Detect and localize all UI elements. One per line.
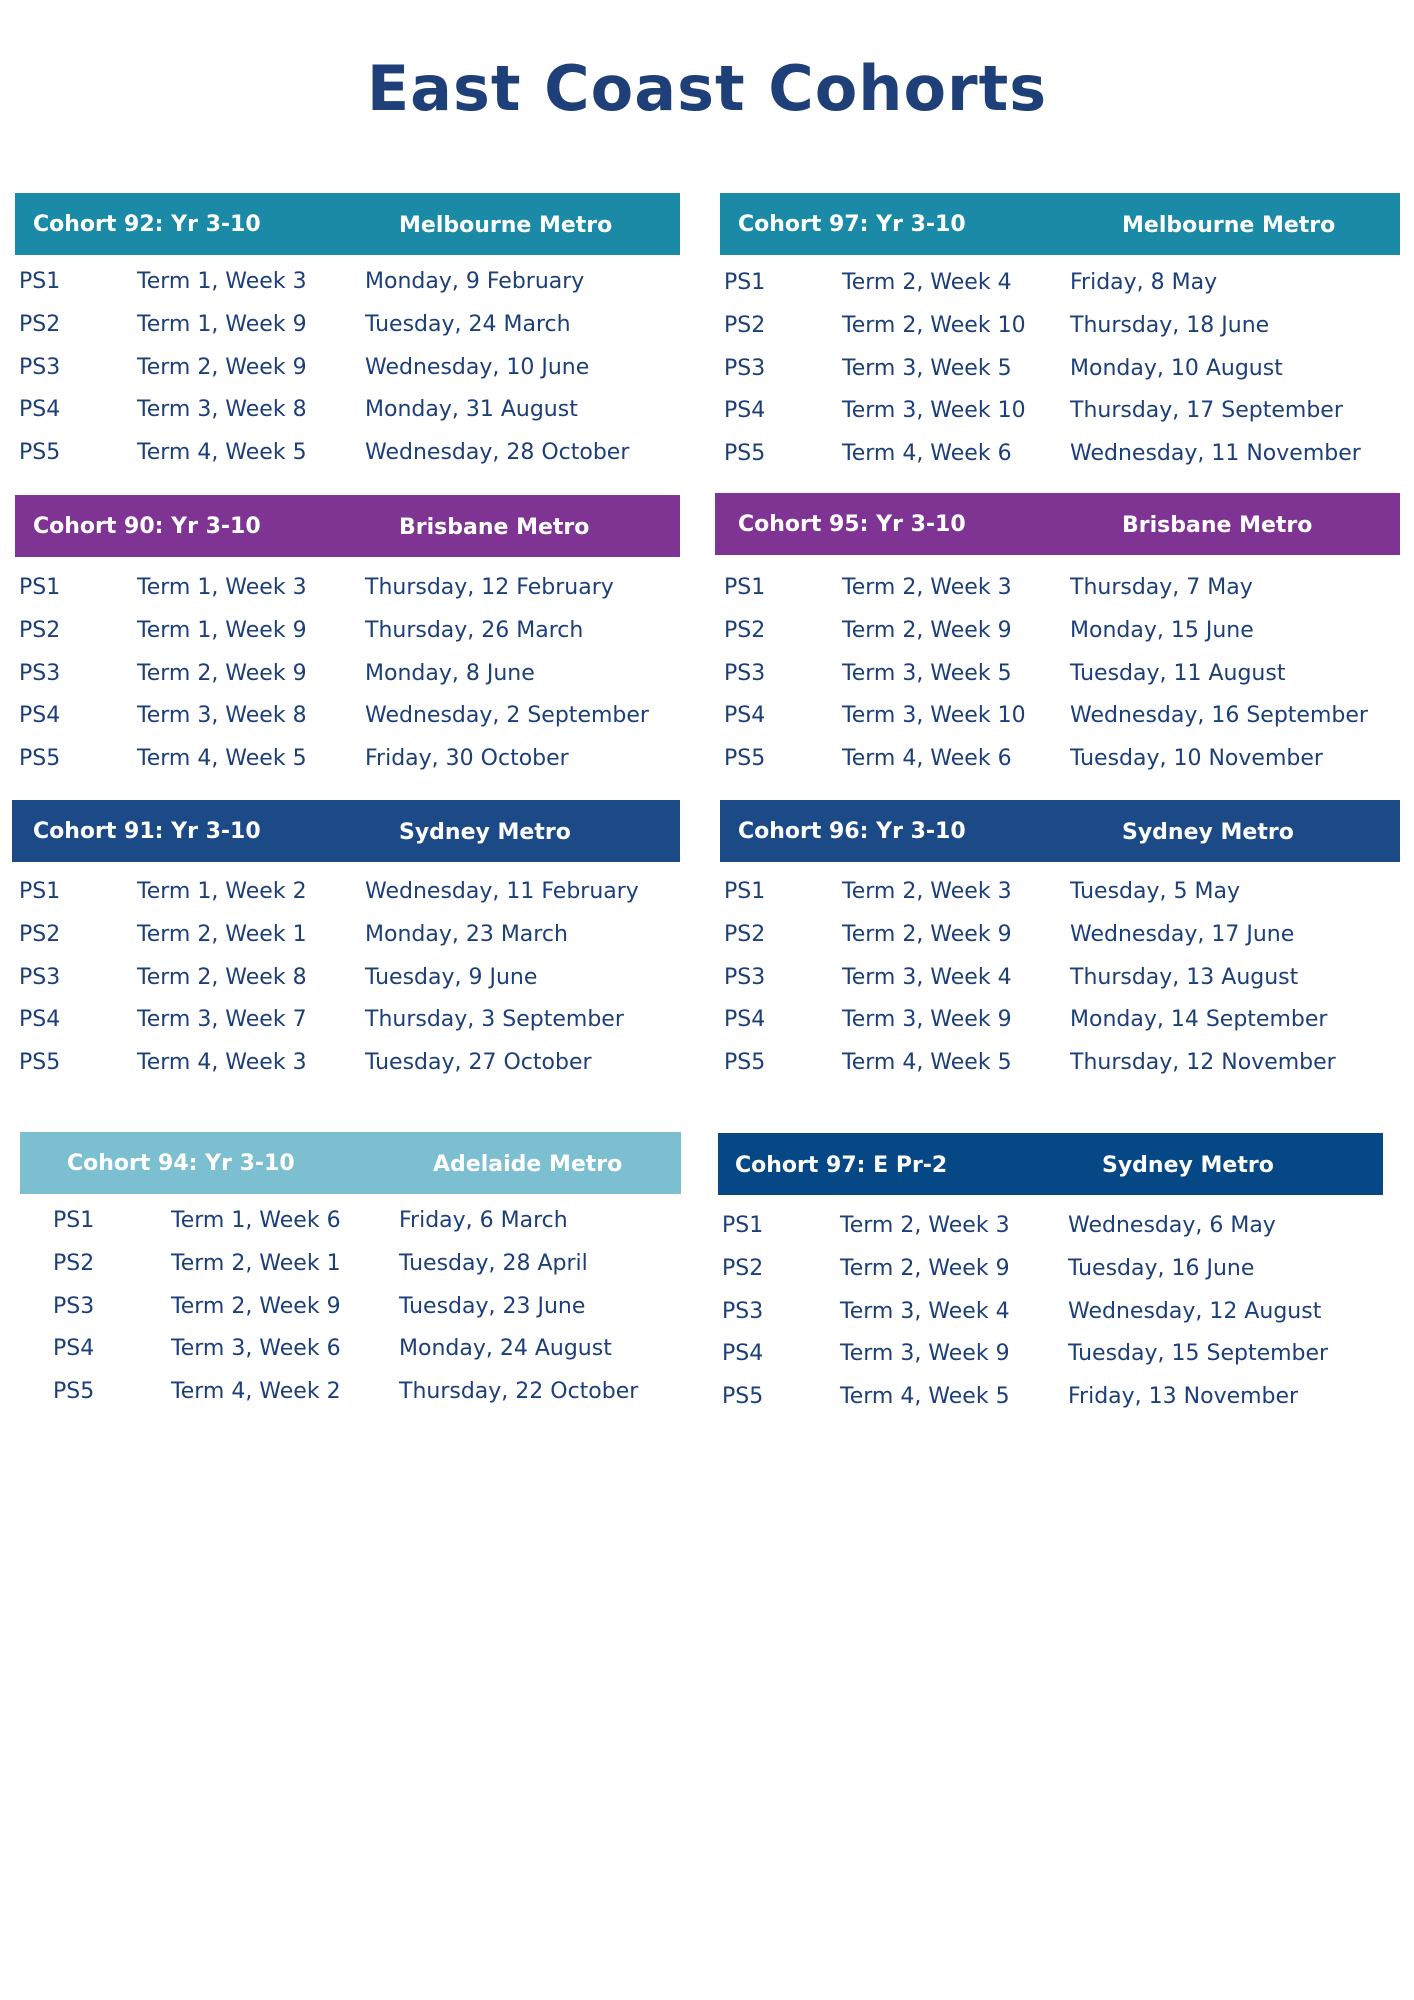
session-term: Term 2, Week 1 bbox=[137, 921, 307, 947]
session-ps: PS2 bbox=[53, 1250, 95, 1276]
session-date: Tuesday, 24 March bbox=[365, 311, 571, 337]
session-row bbox=[720, 1040, 1400, 1083]
session-ps: PS5 bbox=[19, 440, 61, 466]
cohort-region: Brisbane Metro bbox=[399, 515, 590, 540]
session-row bbox=[15, 736, 680, 779]
session-row bbox=[15, 955, 680, 998]
session-ps: PS1 bbox=[724, 879, 766, 904]
cohort-header bbox=[715, 493, 1400, 555]
session-term: Term 4, Week 5 bbox=[840, 1384, 1010, 1410]
session-ps: PS5 bbox=[724, 746, 766, 772]
session-term: Term 2, Week 9 bbox=[171, 1293, 341, 1319]
session-date: Friday, 13 November bbox=[1068, 1384, 1299, 1410]
session-date: Monday, 9 February bbox=[365, 269, 585, 294]
session-date: Monday, 14 September bbox=[1070, 1007, 1328, 1033]
session-date: Thursday, 12 February bbox=[365, 575, 614, 600]
session-ps: PS2 bbox=[724, 312, 766, 338]
session-ps: PS1 bbox=[53, 1208, 95, 1233]
session-ps: PS5 bbox=[724, 1050, 766, 1076]
session-term: Term 4, Week 6 bbox=[842, 441, 1012, 467]
session-date: Friday, 6 March bbox=[399, 1208, 568, 1233]
session-date: Monday, 24 August bbox=[399, 1336, 612, 1362]
session-term: Term 3, Week 8 bbox=[137, 703, 307, 729]
session-date: Monday, 31 August bbox=[365, 397, 578, 423]
session-date: Monday, 10 August bbox=[1070, 355, 1283, 381]
session-row bbox=[15, 693, 680, 736]
session-row bbox=[15, 1040, 680, 1083]
session-row bbox=[718, 1246, 1383, 1289]
session-ps: PS2 bbox=[19, 617, 61, 643]
session-date: Tuesday, 23 June bbox=[399, 1293, 586, 1319]
session-date: Wednesday, 17 June bbox=[1070, 921, 1295, 947]
cohort-card bbox=[715, 493, 1400, 779]
session-ps: PS1 bbox=[722, 1213, 764, 1238]
session-ps: PS2 bbox=[19, 921, 61, 947]
session-row bbox=[720, 693, 1400, 736]
session-ps: PS5 bbox=[19, 1050, 61, 1076]
session-ps: PS4 bbox=[722, 1341, 764, 1367]
cohort-card bbox=[720, 193, 1400, 474]
session-ps: PS4 bbox=[53, 1336, 95, 1362]
session-ps: PS3 bbox=[19, 354, 61, 380]
session-date: Tuesday, 11 August bbox=[1070, 660, 1286, 686]
session-term: Term 4, Week 5 bbox=[137, 746, 307, 772]
session-term: Term 4, Week 5 bbox=[842, 1050, 1012, 1076]
session-ps: PS1 bbox=[724, 575, 766, 600]
session-term: Term 2, Week 10 bbox=[842, 312, 1026, 338]
session-term: Term 2, Week 3 bbox=[840, 1213, 1010, 1238]
session-date: Thursday, 17 September bbox=[1070, 398, 1343, 424]
session-list bbox=[720, 260, 1400, 474]
session-term: Term 1, Week 3 bbox=[137, 269, 307, 294]
session-row bbox=[720, 997, 1400, 1040]
session-list bbox=[718, 1203, 1383, 1417]
session-list bbox=[49, 1198, 681, 1412]
session-date: Wednesday, 2 September bbox=[365, 703, 649, 729]
session-date: Monday, 15 June bbox=[1070, 617, 1254, 643]
session-term: Term 4, Week 6 bbox=[842, 746, 1012, 772]
cohort-name: Cohort 95: Yr 3-10 bbox=[738, 512, 966, 537]
session-row bbox=[15, 302, 680, 345]
cohort-header bbox=[718, 1133, 1383, 1195]
session-date: Wednesday, 6 May bbox=[1068, 1213, 1276, 1238]
session-term: Term 3, Week 4 bbox=[842, 964, 1012, 990]
session-date: Tuesday, 28 April bbox=[399, 1250, 588, 1276]
session-term: Term 2, Week 9 bbox=[137, 354, 307, 380]
session-ps: PS4 bbox=[724, 398, 766, 424]
cohort-header bbox=[15, 193, 680, 255]
session-row bbox=[720, 736, 1400, 779]
session-date: Wednesday, 11 November bbox=[1070, 441, 1361, 467]
cohort-card bbox=[15, 495, 680, 779]
cohort-card bbox=[720, 800, 1400, 1083]
session-term: Term 2, Week 3 bbox=[842, 575, 1012, 600]
cohort-region: Brisbane Metro bbox=[1122, 513, 1313, 538]
session-ps: PS4 bbox=[724, 703, 766, 729]
session-ps: PS4 bbox=[19, 703, 61, 729]
session-date: Monday, 23 March bbox=[365, 921, 568, 947]
session-row bbox=[718, 1374, 1383, 1417]
session-date: Thursday, 13 August bbox=[1070, 964, 1299, 990]
session-row bbox=[718, 1289, 1383, 1332]
session-term: Term 2, Week 9 bbox=[137, 660, 307, 686]
session-term: Term 3, Week 10 bbox=[842, 398, 1026, 424]
session-row bbox=[15, 259, 680, 302]
cohort-region: Sydney Metro bbox=[1102, 1153, 1274, 1178]
session-term: Term 3, Week 9 bbox=[842, 1007, 1012, 1033]
cohort-card bbox=[12, 800, 680, 1083]
session-row bbox=[15, 430, 680, 473]
session-ps: PS2 bbox=[724, 921, 766, 947]
session-row bbox=[15, 651, 680, 694]
cohort-name: Cohort 97: E Pr-2 bbox=[735, 1153, 948, 1178]
session-ps: PS1 bbox=[19, 269, 61, 294]
session-row bbox=[718, 1203, 1383, 1246]
cohort-region: Sydney Metro bbox=[1122, 820, 1294, 845]
session-ps: PS1 bbox=[19, 879, 61, 904]
session-term: Term 2, Week 4 bbox=[842, 270, 1012, 295]
session-ps: PS3 bbox=[724, 964, 766, 990]
cohort-region: Sydney Metro bbox=[399, 820, 571, 845]
session-row bbox=[15, 387, 680, 430]
session-ps: PS1 bbox=[724, 270, 766, 295]
cohort-name: Cohort 94: Yr 3-10 bbox=[67, 1151, 295, 1176]
cohort-card bbox=[718, 1133, 1383, 1417]
session-row bbox=[720, 565, 1400, 608]
session-ps: PS3 bbox=[53, 1293, 95, 1319]
session-term: Term 3, Week 9 bbox=[840, 1341, 1010, 1367]
cohort-card bbox=[15, 193, 680, 473]
session-ps: PS1 bbox=[19, 575, 61, 600]
session-term: Term 3, Week 7 bbox=[137, 1007, 307, 1033]
cohort-name: Cohort 90: Yr 3-10 bbox=[33, 514, 261, 539]
session-term: Term 1, Week 9 bbox=[137, 617, 307, 643]
session-term: Term 2, Week 9 bbox=[842, 921, 1012, 947]
session-ps: PS3 bbox=[724, 355, 766, 381]
session-date: Wednesday, 16 September bbox=[1070, 703, 1368, 729]
cohort-header bbox=[15, 495, 680, 557]
session-row bbox=[718, 1331, 1383, 1374]
session-date: Wednesday, 11 February bbox=[365, 879, 639, 904]
session-term: Term 1, Week 2 bbox=[137, 879, 307, 904]
session-date: Tuesday, 10 November bbox=[1070, 746, 1323, 772]
session-term: Term 2, Week 3 bbox=[842, 879, 1012, 904]
session-ps: PS3 bbox=[724, 660, 766, 686]
session-row bbox=[720, 869, 1400, 912]
session-term: Term 1, Week 3 bbox=[137, 575, 307, 600]
session-ps: PS4 bbox=[19, 397, 61, 423]
session-term: Term 4, Week 2 bbox=[171, 1379, 341, 1405]
cohort-header bbox=[720, 800, 1400, 862]
session-date: Thursday, 26 March bbox=[365, 617, 584, 643]
session-ps: PS5 bbox=[724, 441, 766, 467]
session-row bbox=[720, 651, 1400, 694]
session-date: Wednesday, 10 June bbox=[365, 354, 590, 380]
session-list bbox=[720, 869, 1400, 1083]
session-term: Term 1, Week 6 bbox=[171, 1208, 341, 1233]
session-term: Term 3, Week 4 bbox=[840, 1298, 1010, 1324]
session-row bbox=[720, 303, 1400, 346]
session-row bbox=[720, 260, 1400, 303]
session-date: Friday, 30 October bbox=[365, 746, 569, 772]
session-ps: PS2 bbox=[722, 1255, 764, 1281]
cohort-card bbox=[20, 1132, 681, 1412]
session-row bbox=[49, 1326, 681, 1369]
session-term: Term 3, Week 8 bbox=[137, 397, 307, 423]
session-ps: PS4 bbox=[19, 1007, 61, 1033]
cohort-region: Adelaide Metro bbox=[433, 1152, 623, 1177]
page-title: East Coast Cohorts bbox=[366, 52, 1048, 125]
session-term: Term 3, Week 10 bbox=[842, 703, 1026, 729]
session-row bbox=[15, 608, 680, 651]
session-list bbox=[15, 259, 680, 473]
session-term: Term 4, Week 3 bbox=[137, 1050, 307, 1076]
session-date: Thursday, 12 November bbox=[1070, 1050, 1336, 1076]
session-row bbox=[720, 912, 1400, 955]
session-date: Friday, 8 May bbox=[1070, 270, 1218, 295]
session-date: Thursday, 18 June bbox=[1070, 312, 1270, 338]
session-date: Tuesday, 9 June bbox=[365, 964, 538, 990]
session-list bbox=[720, 565, 1400, 779]
session-ps: PS5 bbox=[722, 1384, 764, 1410]
session-row bbox=[720, 955, 1400, 998]
cohort-header bbox=[720, 193, 1400, 255]
session-ps: PS5 bbox=[19, 746, 61, 772]
cohort-name: Cohort 97: Yr 3-10 bbox=[738, 212, 966, 237]
session-date: Thursday, 22 October bbox=[399, 1379, 639, 1405]
session-row bbox=[49, 1284, 681, 1327]
session-row bbox=[49, 1241, 681, 1284]
session-ps: PS3 bbox=[19, 660, 61, 686]
session-list bbox=[15, 565, 680, 779]
session-term: Term 1, Week 9 bbox=[137, 311, 307, 337]
session-row bbox=[720, 388, 1400, 431]
cohort-name: Cohort 96: Yr 3-10 bbox=[738, 819, 966, 844]
session-term: Term 2, Week 1 bbox=[171, 1250, 341, 1276]
session-ps: PS3 bbox=[722, 1298, 764, 1324]
session-row bbox=[720, 608, 1400, 651]
session-row bbox=[49, 1198, 681, 1241]
session-date: Wednesday, 12 August bbox=[1068, 1298, 1322, 1324]
session-row bbox=[720, 431, 1400, 474]
session-ps: PS4 bbox=[724, 1007, 766, 1033]
session-date: Tuesday, 5 May bbox=[1070, 879, 1240, 904]
session-row bbox=[15, 565, 680, 608]
session-term: Term 2, Week 9 bbox=[840, 1255, 1010, 1281]
session-ps: PS5 bbox=[53, 1379, 95, 1405]
session-date: Monday, 8 June bbox=[365, 660, 535, 686]
session-row bbox=[15, 997, 680, 1040]
session-ps: PS3 bbox=[19, 964, 61, 990]
session-date: Wednesday, 28 October bbox=[365, 440, 630, 466]
session-date: Thursday, 7 May bbox=[1070, 575, 1253, 600]
session-date: Thursday, 3 September bbox=[365, 1007, 624, 1033]
session-date: Tuesday, 27 October bbox=[365, 1050, 592, 1076]
session-row bbox=[15, 912, 680, 955]
session-ps: PS2 bbox=[724, 617, 766, 643]
cohort-header bbox=[20, 1132, 681, 1194]
cohort-region: Melbourne Metro bbox=[1122, 213, 1336, 238]
session-date: Tuesday, 16 June bbox=[1068, 1255, 1255, 1281]
session-term: Term 2, Week 8 bbox=[137, 964, 307, 990]
cohort-name: Cohort 92: Yr 3-10 bbox=[33, 212, 261, 237]
cohort-header bbox=[12, 800, 680, 862]
session-term: Term 3, Week 6 bbox=[171, 1336, 341, 1362]
session-term: Term 3, Week 5 bbox=[842, 355, 1012, 381]
session-row bbox=[49, 1369, 681, 1412]
session-term: Term 2, Week 9 bbox=[842, 617, 1012, 643]
session-list bbox=[15, 869, 680, 1083]
session-row bbox=[15, 345, 680, 388]
session-term: Term 3, Week 5 bbox=[842, 660, 1012, 686]
cohort-name: Cohort 91: Yr 3-10 bbox=[33, 819, 261, 844]
session-row bbox=[15, 869, 680, 912]
session-term: Term 4, Week 5 bbox=[137, 440, 307, 466]
session-row bbox=[720, 346, 1400, 389]
cohort-region: Melbourne Metro bbox=[399, 213, 613, 238]
session-ps: PS2 bbox=[19, 311, 61, 337]
session-date: Tuesday, 15 September bbox=[1068, 1341, 1329, 1367]
